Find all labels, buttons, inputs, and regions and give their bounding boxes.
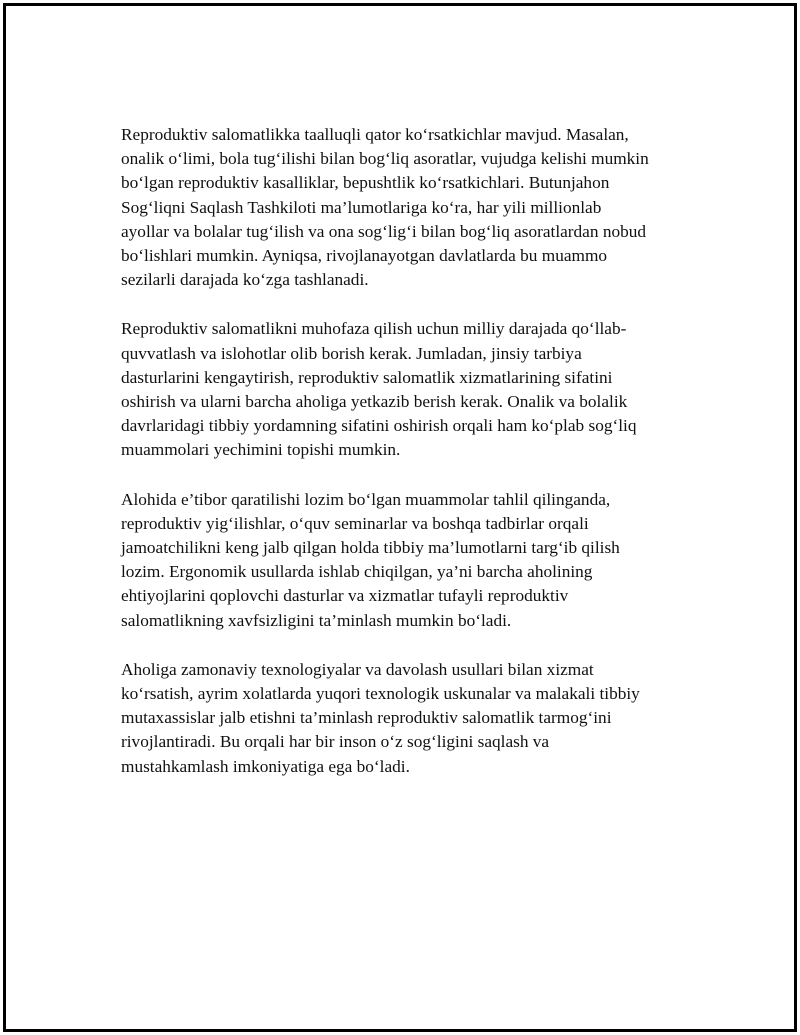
document-page xyxy=(3,3,797,1032)
paragraph-2: Reproduktiv salomatlikni muhofaza qilish uchun milliy darajada qo‘llab- quvvatlash va islohotlar olib borish kerak. Jumladan, jinsiy tarbiya dasturlarini kengaytirish, reproduktiv salomatlik xizmatlarining sifatini oshirish va ularni barcha aholiga yetkazib berish kerak. Onalik va bolalik davrlaridagi tibbiy yordamning sifatini oshirish orqali ham ko‘plab sog‘liq muammolari yechimini topishi mumkin. xyxy=(121,319,637,460)
paragraph-3: Alohida e’tibor qaratilishi lozim bo‘lgan muammolar tahlil qilinganda, reproduktiv yig‘ilishlar, o‘quv seminarlar va boshqa tadbirlar orqali jamoatchilikni keng jalb qilgan holda tibbiy ma’lumotlarni targ‘ib qilish lozim. Ergonomik usullarda ishlab chiqilgan, ya’ni barcha aholining ehtiyojlarini qoplovchi dasturlar va xizmatlar tufayli reproduktiv salomatlikning xavfsizligini ta’minlash mumkin bo‘ladi. xyxy=(121,489,620,630)
paragraph-1: Reproduktiv salomatlikka taalluqli qator ko‘rsatkichlar mavjud. Masalan, onalik o‘limi, bola tug‘ilishi bilan bog‘liq asoratlar, vujudga kelishi mumkin bo‘lgan reproduktiv kasalliklar, bepushtlik ko‘rsatkichlari. Butunjahon Sog‘liqni Saqlash Tashkiloti ma’lumotlariga ko‘ra, har yili millionlab ayollar va bolalar tug‘ilish va ona sog‘lig‘i bilan bog‘liq asoratlardan nobud bo‘lishlari mumkin. Ayniqsa, rivojlanayotgan davlatlarda bu muammo sezilarli darajada ko‘zga tashlanadi. xyxy=(121,125,649,290)
paragraph-4: Aholiga zamonaviy texnologiyalar va davolash usullari bilan xizmat ko‘rsatish, ayrim xolatlarda yuqori texnologik uskunalar va malakali tibbiy mutaxassislar jalb etishni ta’minlash reproduktiv salomatlik tarmog‘ini rivojlantiradi. Bu orqali har bir inson o‘z sog‘ligini saqlash va mustahkamlash imkoniyatiga ega bo‘ladi. xyxy=(121,659,640,776)
document-body xyxy=(121,123,691,804)
